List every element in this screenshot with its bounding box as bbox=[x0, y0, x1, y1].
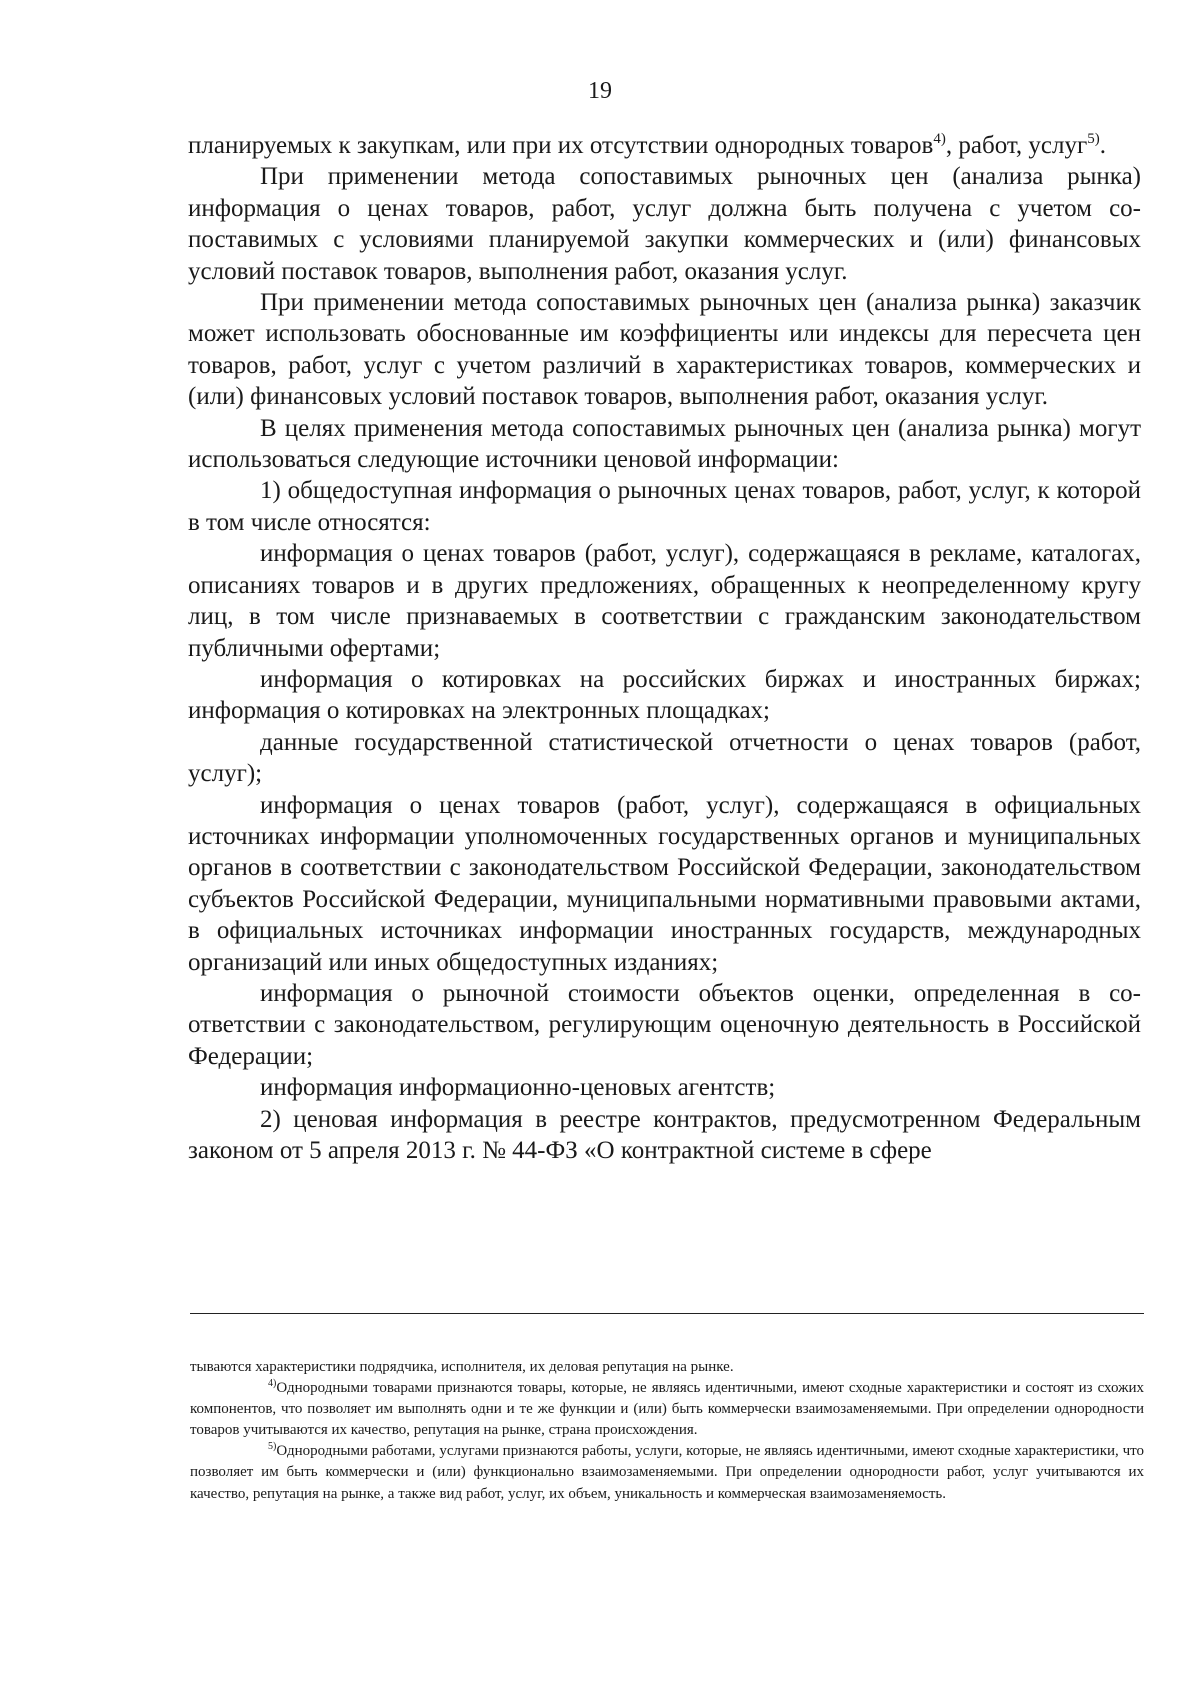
list-item: 1) общедоступная информация о рыночных ценах товаров, работ, услуг, к которой в том числе относятся: bbox=[188, 477, 1141, 536]
footnote-5 bbox=[190, 1441, 1144, 1504]
main-text bbox=[188, 130, 1141, 1166]
paragraph-text: . bbox=[1099, 132, 1106, 159]
footnote-4 bbox=[190, 1378, 1144, 1441]
footnote-mark: 5) bbox=[268, 1441, 277, 1453]
paragraph-text: , работ, услуг bbox=[945, 132, 1088, 159]
list-item: информация о рыночной стоимости объектов оценки, определенная в соответствии с законодательством, регулирующим оценочную деятельность в Российской Федерации; bbox=[188, 979, 1141, 1070]
paragraph-continuation bbox=[188, 130, 1141, 161]
footnote-text: Однородными товарами признаются товары, которые, не являясь идентичными, имеют сходные характеристики и состоят из схожих компонентов, что позволяет им выполнять одни и те же функции и (или) быть коммерчески взаимозаменяемыми. При определении однородности товаров учитываются их качество, репутация на рынке, страна происхождения. bbox=[190, 1380, 1144, 1439]
list-item: информация информационно-ценовых агентств; bbox=[260, 1074, 776, 1102]
list-item: информация о ценах товаров (работ, услуг), содержащаяся в рекламе, каталогах, описаниях товаров и в других предложениях, обращенных к неопределенному кругу лиц, в том числе признаваемых в соответствии с гражданским законодательством публичными офертами; bbox=[188, 540, 1141, 662]
paragraph: При применении метода сопоставимых рыночных цен (анализа рынка) заказчик может использовать обоснованные им коэффициенты или индексы для пересчета цен товаров, работ, услуг с учетом различий в характеристиках товаров, коммерческих и (или) финансовых условий поставок товаров, выполнения работ, оказания услуг. bbox=[188, 289, 1141, 411]
footnote-ref-4: 4) bbox=[933, 131, 946, 147]
paragraph-text: планируемых к закупкам, или при их отсутствии однородных товаров bbox=[188, 132, 934, 159]
list-item: данные государственной статистической отчетности о ценах товаров (работ, услуг); bbox=[188, 728, 1141, 788]
list-item: информация о ценах товаров (работ, услуг), содержащаяся в официальных источниках информации уполномоченных государственных органов и муниципальных органов в соответствии с законодательством Российской Федерации, законодательством субъектов Российской Федерации, муниципальными нормативными правовыми актами, в официальных источниках информации иностранных государств, международных организаций или иных общедоступных изданиях; bbox=[188, 791, 1141, 976]
list-item: информация о котировках на российских биржах и иностранных биржах; информация о котировках на электронных площадках; bbox=[188, 665, 1141, 725]
footnote-divider bbox=[190, 1313, 1144, 1314]
footnote-continuation: тываются характеристики подрядчика, исполнителя, их деловая репутация на рынке. bbox=[190, 1359, 734, 1375]
paragraph: При применении метода сопоставимых рыночных цен (анализа рынка) информация о ценах товаров, работ, услуг должна быть получена с учетом сопоставимых с условиями планируемой закупки коммерческих и (или) финансовых условий поставок товаров, выполнения работ, оказания услуг. bbox=[188, 163, 1141, 285]
paragraph: В целях применения метода сопоставимых рыночных цен (анализа рынка) могут использоваться следующие источники ценовой информации: bbox=[188, 414, 1141, 474]
list-item: 2) ценовая информация в реестре контрактов, предусмотренном Федеральным законом от 5 апреля 2013 г. № 44-ФЗ «О контрактной системе в сфере bbox=[188, 1105, 1141, 1164]
footnote-ref-5: 5) bbox=[1087, 131, 1100, 147]
page-number: 19 bbox=[588, 78, 612, 104]
footnote-text: Однородными работами, услугами признаются работы, услуги, которые, не являясь идентичными, имеют сходные характеристики, что позволяет им быть коммерчески и (или) функционально взаимозаменяемыми. При определении однородности работ, услуг учитываются их качество, репутация на рынке, а также вид работ, услуг, их объем, уникальность и коммерческая взаимозаменяемость. bbox=[190, 1443, 1144, 1502]
footnotes bbox=[190, 1357, 1144, 1505]
footnote-mark: 4) bbox=[268, 1378, 277, 1390]
